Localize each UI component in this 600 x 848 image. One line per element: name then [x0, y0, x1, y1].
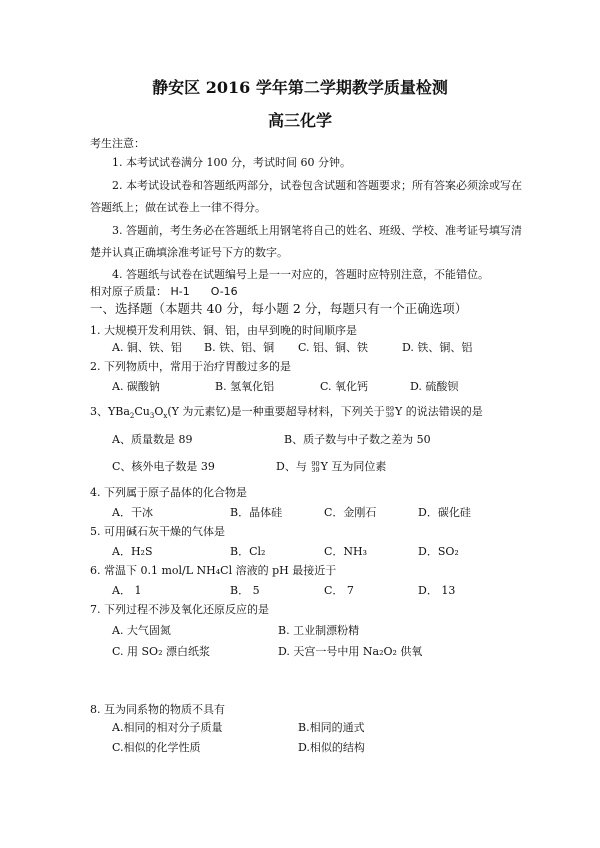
q6-option-b: B． 5	[230, 584, 260, 597]
q5-option-d: D．SO₂	[418, 545, 459, 558]
q8-option-d: D.相似的结构	[298, 741, 365, 754]
q1-option-a: A. 铜、铁、铝	[112, 341, 182, 354]
q7-option-d: D. 天宫一号中用 Na₂O₂ 供氧	[278, 645, 423, 658]
q3-stem-middle: (Y 为元素钇)是一种重要超导材料，下列关于	[167, 405, 385, 418]
q1-option-b: B. 铁、铝、铜	[204, 341, 275, 354]
q3-isotope-mass: 89	[385, 405, 394, 413]
exam-title: 静安区 2016 学年第二学期教学质量检测	[152, 78, 448, 97]
q1-option-c: C. 铝、铜、铁	[298, 341, 369, 354]
atomic-mass-label: 相对原子质量：	[90, 285, 167, 298]
q4-option-b: B．晶体硅	[230, 506, 283, 519]
notice-heading: 考生注意：	[90, 137, 145, 150]
q2-option-d: D. 硫酸钡	[410, 380, 459, 393]
q8-option-a: A.相同的相对分子质量	[112, 721, 223, 734]
section-heading: 一、选择题（本题共 40 分，每小题 2 分，每题只有一个正确选项）	[90, 301, 468, 316]
q6-stem: 6. 常温下 0.1 mol/L NH₄Cl 溶液的 pH 最接近于	[90, 564, 337, 577]
q3-option-a: A、质量数是 89	[112, 433, 193, 446]
atomic-mass-o: O-16	[210, 285, 238, 298]
q3-option-d-start: D、与	[276, 460, 307, 473]
notice-item-1: 1. 本考试试卷满分 100 分，考试时间 60 分钟。	[112, 156, 351, 169]
q8-option-b: B.相同的通式	[298, 721, 365, 734]
q4-option-d: D．碳化硅	[418, 506, 471, 519]
atomic-mass-h: H-1	[170, 285, 190, 298]
q5-stem: 5. 可用碱石灰干燥的气体是	[90, 525, 225, 538]
q5-option-a: A．H₂S	[112, 545, 153, 558]
notice-item-4: 4. 答题纸与试卷在试题编号上是一一对应的，答题时应特别注意，不能错位。	[112, 268, 489, 281]
q7-option-a: A. 大气固氮	[112, 624, 171, 637]
atomic-mass-line	[90, 285, 238, 299]
q3-stem-end: Y 的说法错误的是	[394, 405, 483, 418]
q2-option-b: B. 氢氧化铝	[215, 380, 275, 393]
notice-item-3-cont: 楚并认真正确填涂准考证号下方的数字。	[90, 246, 288, 259]
q3-stem: 3、$YBa_2Cu_3O_x(Y$ 为元素钇)是一种重要超导材料，下列关于 89 39 Y 的说法错误的是	[90, 405, 483, 421]
q2-option-c: C. 氧化钙	[320, 380, 369, 393]
q4-option-c: C．金刚石	[324, 506, 377, 519]
q2-stem: 2. 下列物质中，常用于治疗胃酸过多的是	[90, 360, 291, 373]
q3-isotope-number: 39	[385, 411, 394, 419]
q8-stem: 8. 互为同系物的物质不具有	[90, 703, 225, 716]
q6-option-a: A． 1	[112, 584, 142, 597]
notice-item-2-cont: 答题纸上；做在试卷上一律不得分。	[90, 201, 266, 214]
q1-option-d: D. 铁、铜、铝	[402, 341, 473, 354]
q3-option-d-isotope	[311, 461, 319, 473]
q7-stem: 7. 下列过程不涉及氧化还原反应的是	[90, 603, 269, 616]
q6-option-d: D． 13	[418, 584, 456, 597]
q3-option-d-isotope-number: 39	[311, 466, 320, 474]
q3-stem-start: 3、YBa	[90, 405, 130, 418]
q3-option-d	[276, 460, 386, 474]
q5-option-c: C．NH₃	[324, 545, 368, 558]
q1-stem: 1. 大规模开发利用铁、铜、铝，由早到晚的时间顺序是	[90, 324, 357, 337]
q3-option-c: C、核外电子数是 39	[112, 460, 215, 473]
q6-option-c: C． 7	[324, 584, 354, 597]
q3-option-b: B、质子数与中子数之差为 50	[284, 433, 431, 446]
q7-option-c: C. 用 SO₂ 漂白纸浆	[112, 645, 210, 658]
q2-option-a: A. 碳酸钠	[112, 380, 160, 393]
q3-option-d-end: Y 互为同位素	[320, 460, 387, 473]
exam-subtitle: 高三化学	[267, 111, 332, 130]
notice-item-3: 3. 答题前，考生务必在答题纸上用钢笔将自己的姓名、班级、学校、准考证号填写清	[112, 224, 522, 237]
q3-isotope-notation	[386, 406, 394, 418]
q4-option-a: A．干冰	[112, 506, 153, 519]
q8-option-c: C.相似的化学性质	[112, 741, 201, 754]
q5-option-b: B．Cl₂	[230, 545, 266, 558]
notice-item-2: 2. 本考试设试卷和答题纸两部分，试卷包含试题和答题要求；所有答案必须涂或写在	[112, 179, 522, 192]
q7-option-b: B. 工业制漂粉精	[278, 624, 360, 637]
q4-stem: 4. 下列属于原子晶体的化合物是	[90, 486, 247, 499]
q3-option-d-isotope-mass: 90	[311, 460, 320, 468]
